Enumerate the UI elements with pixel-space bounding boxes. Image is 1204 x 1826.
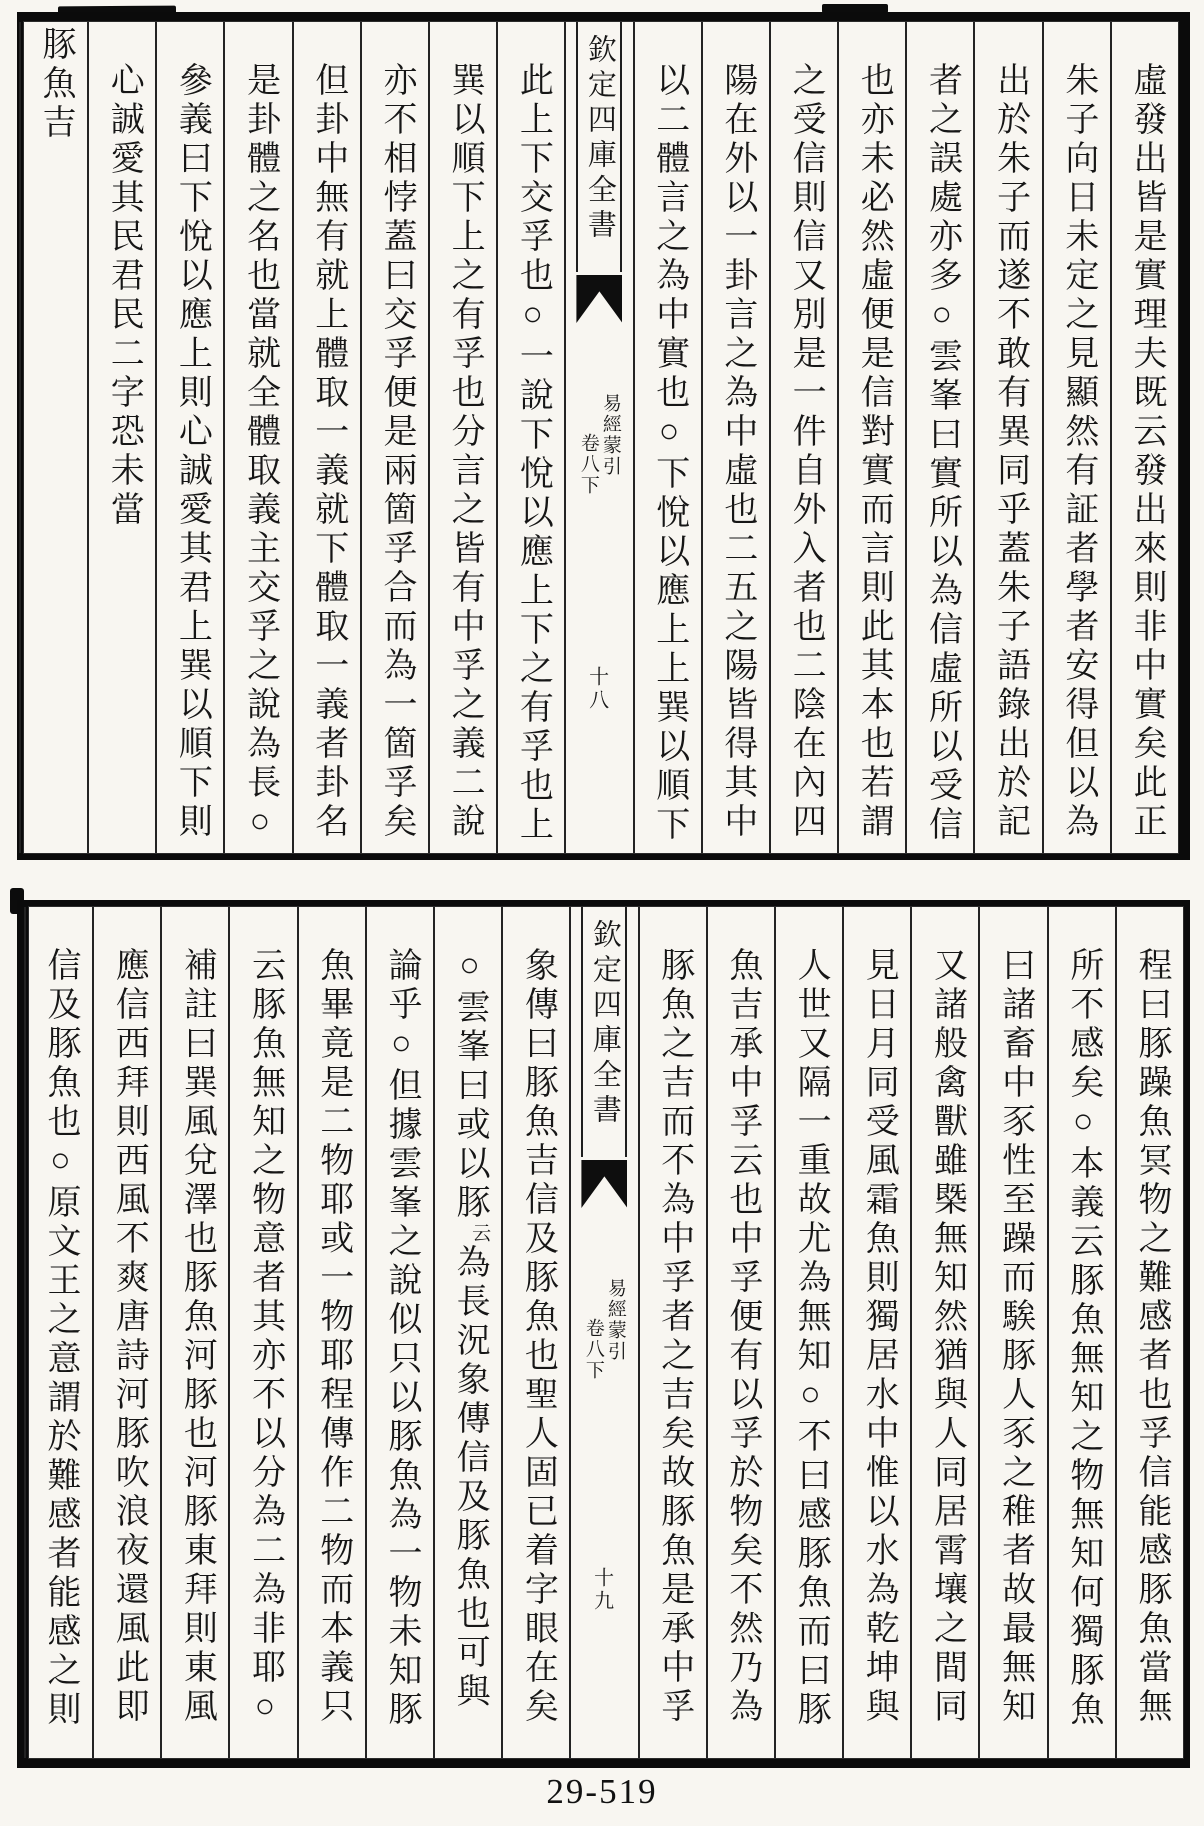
column-text: 補註曰巽風兌澤也豚魚河豚也河豚東拜則東風 xyxy=(178,947,216,1727)
interlinear-note: 云 xyxy=(469,1223,491,1244)
column-text: 虛發出皆是實理夫既云發出來則非中實矣此正 xyxy=(1128,62,1165,842)
column-text: 云豚魚無知之物意者其亦不以分為二為非耶○ xyxy=(246,947,284,1730)
center-folding-column xyxy=(569,907,637,1758)
book-title: 易經蒙引 xyxy=(599,393,621,477)
text-column xyxy=(706,907,774,1758)
text-column xyxy=(1110,22,1178,853)
lower-frame-inner xyxy=(28,906,1184,1759)
lower-text-frame xyxy=(17,900,1190,1768)
column-text: 信及豚魚也○原文王之意謂於難感者能感之則 xyxy=(42,947,79,1730)
text-column xyxy=(973,22,1041,853)
column-text: 之受信則信又別是一件自外入者也二陰在內四 xyxy=(787,62,825,842)
text-column xyxy=(87,22,155,853)
text-column xyxy=(1042,22,1110,853)
text-column xyxy=(638,907,706,1758)
leaf-number: 十九 xyxy=(590,1566,613,1613)
column-text: 參義曰下悅以應上則心誠愛其君上巽以順下則 xyxy=(173,62,211,842)
juan-label: 卷八下 xyxy=(577,433,599,496)
text-column xyxy=(428,22,496,853)
column-text: ○雲峯曰或以豚 xyxy=(451,947,489,1223)
banxin-book-juan xyxy=(584,1278,625,1381)
column-text: 魚吉承中孚云也中孚便有以孚於物矣不然乃為 xyxy=(723,947,761,1727)
column-text: 論乎○但據雲峯之說似只以豚魚為一物未知豚 xyxy=(382,947,420,1730)
collection-title: 欽定四庫全書 xyxy=(588,919,621,1129)
column-text: 象傳曰豚魚吉信及豚魚也聖人固已着字眼在矣 xyxy=(519,947,557,1727)
text-column xyxy=(365,907,433,1758)
column-text: 又諸般禽獸雖槩無知然猶與人同居霄壤之間同 xyxy=(928,947,966,1727)
column-text: 也亦未必然虛便是信對實而言則此其本也若謂 xyxy=(855,62,893,842)
column-text: 應信西拜則西風不爽唐詩河豚吹浪夜還風此即 xyxy=(110,947,148,1727)
text-column xyxy=(92,907,160,1758)
text-column xyxy=(496,22,564,853)
column-text: 巽以順下上之有孚也分言之皆有中孚之義二說 xyxy=(446,62,484,842)
text-column xyxy=(155,22,223,853)
column-text: 為長況象傳信及豚魚也可與 xyxy=(451,1244,489,1712)
column-text: 所不感矣○本義云豚魚無知之物無知何獨豚魚 xyxy=(1064,947,1102,1730)
text-column xyxy=(842,907,910,1758)
text-column xyxy=(433,907,501,1758)
text-column xyxy=(774,907,842,1758)
leaf-number: 十八 xyxy=(585,666,608,713)
text-column xyxy=(19,22,87,853)
text-column xyxy=(292,22,360,853)
fishtail-mark-icon xyxy=(576,275,622,323)
text-column xyxy=(837,22,905,853)
column-text: 是卦體之名也當就全體取義主交孚之說為長○ xyxy=(241,62,279,845)
column-text: 魚畢竟是二物耶或一物耶程傳作二物而本義只 xyxy=(314,947,352,1727)
text-column xyxy=(701,22,769,853)
juan-label: 卷八下 xyxy=(582,1318,604,1381)
banxin-title-strip xyxy=(581,907,627,1157)
text-column xyxy=(978,907,1046,1758)
text-column xyxy=(1115,907,1183,1758)
center-folding-column xyxy=(564,22,632,853)
column-text: 豚魚之吉而不為中孚者之吉矣故豚魚是承中孚 xyxy=(655,947,693,1727)
column-text: 豚魚吉 xyxy=(37,26,74,143)
text-column xyxy=(905,22,973,853)
column-text: 程曰豚躁魚冥物之難感者也孚信能感豚魚當無 xyxy=(1133,947,1170,1727)
upper-text-frame xyxy=(17,12,1190,860)
text-column xyxy=(501,907,569,1758)
column-text: 曰諸畜中豕性至躁而騃豚人豕之稚者故最無知 xyxy=(996,947,1034,1727)
text-column xyxy=(360,22,428,853)
column-text: 陽在外以一卦言之為中虛也二五之陽皆得其中 xyxy=(718,62,756,842)
folio-number: 29-519 xyxy=(546,1772,658,1811)
column-text: 此上下交孚也○一說下悅以應上下之有孚也上 xyxy=(514,62,552,845)
column-text: 朱子向日未定之見顯然有証者學者安得但以為 xyxy=(1059,62,1097,842)
banxin-title-strip xyxy=(576,22,622,272)
text-column xyxy=(910,907,978,1758)
banxin-book-juan xyxy=(579,393,620,496)
text-column xyxy=(160,907,228,1758)
text-column xyxy=(24,907,92,1758)
column-text: 出於朱子而遂不敢有異同乎蓋朱子語錄出於記 xyxy=(991,62,1029,842)
upper-frame-inner xyxy=(23,21,1179,854)
text-column xyxy=(228,907,296,1758)
text-column xyxy=(223,22,291,853)
text-column xyxy=(633,22,701,853)
column-text: 人世又隔一重故尤為無知○不曰感豚魚而曰豚 xyxy=(792,947,830,1730)
book-title: 易經蒙引 xyxy=(604,1278,626,1362)
fishtail-mark-icon xyxy=(581,1160,627,1208)
column-text: 但卦中無有就上體取一義就下體取一義者卦名 xyxy=(309,62,347,842)
text-column xyxy=(1047,907,1115,1758)
column-text: 亦不相悖蓋曰交孚便是兩箇孚合而為一箇孚矣 xyxy=(377,62,415,842)
text-column xyxy=(297,907,365,1758)
column-text: 見日月同受風霜魚則獨居水中惟以水為乾坤與 xyxy=(860,947,898,1727)
column-text: 者之誤處亦多○雲峯曰實所以為信虛所以受信 xyxy=(923,62,961,845)
text-column xyxy=(769,22,837,853)
column-text: 心誠愛其民君民二字恐未當 xyxy=(105,62,143,530)
collection-title: 欽定四庫全書 xyxy=(583,34,616,244)
column-text: 以二體言之為中實也○下悅以應上上巽以順下 xyxy=(650,62,688,845)
